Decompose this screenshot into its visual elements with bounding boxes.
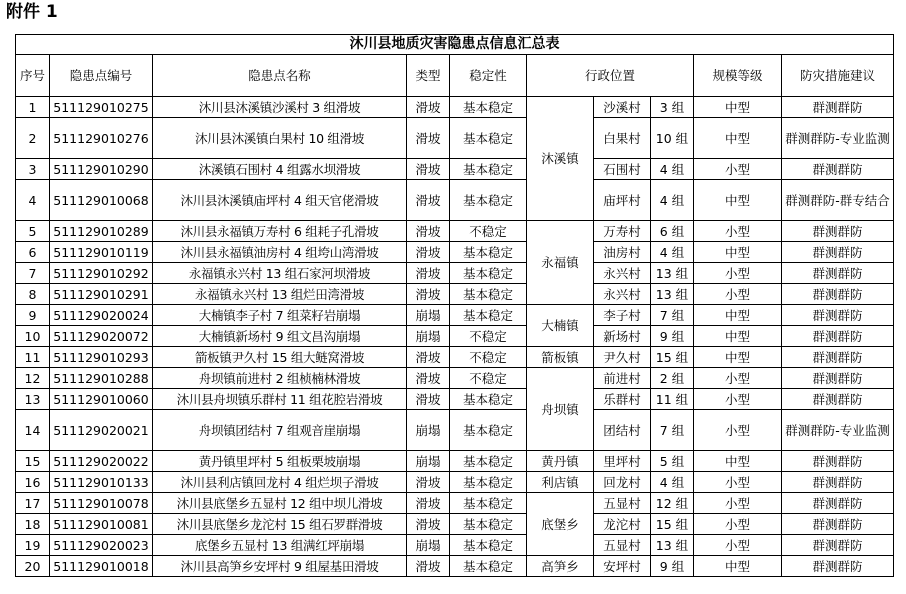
table-row	[16, 514, 894, 535]
cell-code: 511129010018	[50, 556, 153, 577]
cell-town: 永福镇	[527, 221, 594, 305]
cell-group: 4 组	[651, 159, 694, 180]
table-row	[16, 159, 894, 180]
cell-seq: 12	[16, 368, 50, 389]
cell-measure: 群测群防	[782, 284, 894, 305]
cell-name: 沐溪镇石围村 4 组露水坝滑坡	[153, 159, 407, 180]
cell-town: 大楠镇	[527, 305, 594, 347]
cell-village: 五显村	[594, 493, 651, 514]
attachment-label: 附件 1	[6, 2, 58, 22]
hazard-summary-table	[15, 34, 894, 577]
cell-seq: 10	[16, 326, 50, 347]
cell-measure: 群测群防	[782, 326, 894, 347]
cell-group: 7 组	[651, 305, 694, 326]
cell-village: 前进村	[594, 368, 651, 389]
cell-village: 万寿村	[594, 221, 651, 242]
cell-name: 沐川县舟坝镇乐群村 11 组花腔岩滑坡	[153, 389, 407, 410]
cell-stability: 基本稳定	[450, 389, 527, 410]
cell-group: 4 组	[651, 242, 694, 263]
cell-stability: 基本稳定	[450, 556, 527, 577]
cell-stability: 基本稳定	[450, 451, 527, 472]
header-code: 隐患点编号	[50, 55, 153, 97]
cell-measure: 群测群防	[782, 493, 894, 514]
cell-measure: 群测群防	[782, 347, 894, 368]
cell-measure: 群测群防-专业监测	[782, 118, 894, 159]
cell-group: 7 组	[651, 410, 694, 451]
cell-measure: 群测群防	[782, 221, 894, 242]
table-title: 沐川县地质灾害隐患点信息汇总表	[16, 35, 894, 55]
cell-stability: 不稳定	[450, 347, 527, 368]
cell-seq: 6	[16, 242, 50, 263]
cell-name: 沐川县永福镇油房村 4 组垮山湾滑坡	[153, 242, 407, 263]
cell-village: 永兴村	[594, 284, 651, 305]
cell-group: 13 组	[651, 263, 694, 284]
cell-name: 沐川县底堡乡五显村 12 组中坝儿滑坡	[153, 493, 407, 514]
cell-group: 2 组	[651, 368, 694, 389]
cell-group: 12 组	[651, 493, 694, 514]
cell-seq: 16	[16, 472, 50, 493]
cell-name: 沐川县利店镇回龙村 4 组烂坝子滑坡	[153, 472, 407, 493]
cell-scale: 中型	[694, 305, 782, 326]
table-title-row	[16, 35, 894, 55]
table-row	[16, 305, 894, 326]
cell-scale: 小型	[694, 159, 782, 180]
cell-stability: 不稳定	[450, 221, 527, 242]
cell-measure: 群测群防-群专结合	[782, 180, 894, 221]
cell-group: 6 组	[651, 221, 694, 242]
cell-code: 511129010293	[50, 347, 153, 368]
cell-group: 11 组	[651, 389, 694, 410]
cell-type: 崩塌	[407, 410, 450, 451]
cell-seq: 5	[16, 221, 50, 242]
cell-code: 511129010275	[50, 97, 153, 118]
cell-group: 4 组	[651, 180, 694, 221]
header-seq: 序号	[16, 55, 50, 97]
cell-seq: 15	[16, 451, 50, 472]
cell-group: 9 组	[651, 326, 694, 347]
cell-code: 511129020024	[50, 305, 153, 326]
cell-group: 10 组	[651, 118, 694, 159]
cell-name: 永福镇永兴村 13 组烂田湾滑坡	[153, 284, 407, 305]
cell-stability: 基本稳定	[450, 97, 527, 118]
cell-scale: 小型	[694, 284, 782, 305]
header-stability: 稳定性	[450, 55, 527, 97]
cell-type: 滑坡	[407, 556, 450, 577]
cell-code: 511129010133	[50, 472, 153, 493]
cell-village: 永兴村	[594, 263, 651, 284]
cell-measure: 群测群防	[782, 535, 894, 556]
cell-type: 滑坡	[407, 472, 450, 493]
cell-measure: 群测群防	[782, 242, 894, 263]
cell-type: 滑坡	[407, 368, 450, 389]
cell-group: 13 组	[651, 284, 694, 305]
cell-stability: 基本稳定	[450, 180, 527, 221]
cell-type: 滑坡	[407, 242, 450, 263]
table-row	[16, 389, 894, 410]
cell-scale: 小型	[694, 410, 782, 451]
cell-stability: 基本稳定	[450, 263, 527, 284]
cell-seq: 8	[16, 284, 50, 305]
cell-code: 511129010291	[50, 284, 153, 305]
cell-measure: 群测群防	[782, 389, 894, 410]
cell-group: 15 组	[651, 514, 694, 535]
cell-group: 15 组	[651, 347, 694, 368]
cell-name: 底堡乡五显村 13 组满红坪崩塌	[153, 535, 407, 556]
table-row	[16, 326, 894, 347]
cell-stability: 基本稳定	[450, 410, 527, 451]
cell-code: 511129010078	[50, 493, 153, 514]
cell-scale: 小型	[694, 389, 782, 410]
cell-type: 滑坡	[407, 514, 450, 535]
cell-village: 回龙村	[594, 472, 651, 493]
cell-code: 511129010276	[50, 118, 153, 159]
cell-group: 4 组	[651, 472, 694, 493]
cell-town: 黄丹镇	[527, 451, 594, 472]
cell-type: 崩塌	[407, 326, 450, 347]
cell-code: 511129020023	[50, 535, 153, 556]
table-row	[16, 472, 894, 493]
cell-type: 滑坡	[407, 389, 450, 410]
cell-town: 高笋乡	[527, 556, 594, 577]
cell-type: 滑坡	[407, 347, 450, 368]
cell-village: 油房村	[594, 242, 651, 263]
cell-measure: 群测群防	[782, 305, 894, 326]
cell-group: 13 组	[651, 535, 694, 556]
cell-scale: 中型	[694, 242, 782, 263]
cell-scale: 小型	[694, 514, 782, 535]
table-row	[16, 556, 894, 577]
cell-scale: 中型	[694, 326, 782, 347]
cell-type: 崩塌	[407, 535, 450, 556]
cell-group: 3 组	[651, 97, 694, 118]
cell-village: 五显村	[594, 535, 651, 556]
cell-name: 沐川县沐溪镇沙溪村 3 组滑坡	[153, 97, 407, 118]
table-row	[16, 118, 894, 159]
cell-code: 511129010290	[50, 159, 153, 180]
cell-seq: 4	[16, 180, 50, 221]
header-measure: 防灾措施建议	[782, 55, 894, 97]
cell-scale: 小型	[694, 472, 782, 493]
cell-code: 511129010081	[50, 514, 153, 535]
cell-type: 滑坡	[407, 284, 450, 305]
cell-seq: 20	[16, 556, 50, 577]
cell-village: 团结村	[594, 410, 651, 451]
cell-stability: 基本稳定	[450, 493, 527, 514]
cell-stability: 不稳定	[450, 326, 527, 347]
cell-code: 511129020021	[50, 410, 153, 451]
cell-stability: 基本稳定	[450, 242, 527, 263]
table-row	[16, 284, 894, 305]
cell-measure: 群测群防	[782, 159, 894, 180]
cell-town: 底堡乡	[527, 493, 594, 556]
cell-town: 沐溪镇	[527, 97, 594, 221]
cell-type: 滑坡	[407, 97, 450, 118]
cell-stability: 基本稳定	[450, 535, 527, 556]
cell-seq: 9	[16, 305, 50, 326]
cell-name: 沐川县永福镇万寿村 6 组耗子孔滑坡	[153, 221, 407, 242]
cell-name: 沐川县沐溪镇庙坪村 4 组天官佬滑坡	[153, 180, 407, 221]
cell-type: 滑坡	[407, 263, 450, 284]
cell-seq: 18	[16, 514, 50, 535]
table-row	[16, 263, 894, 284]
cell-name: 永福镇永兴村 13 组石家河坝滑坡	[153, 263, 407, 284]
cell-scale: 小型	[694, 368, 782, 389]
cell-village: 新场村	[594, 326, 651, 347]
cell-type: 滑坡	[407, 493, 450, 514]
cell-type: 崩塌	[407, 451, 450, 472]
cell-name: 舟坝镇团结村 7 组观音崖崩塌	[153, 410, 407, 451]
table-row	[16, 180, 894, 221]
table-row	[16, 221, 894, 242]
cell-code: 511129010292	[50, 263, 153, 284]
cell-stability: 基本稳定	[450, 118, 527, 159]
cell-seq: 19	[16, 535, 50, 556]
cell-seq: 14	[16, 410, 50, 451]
header-location: 行政位置	[527, 55, 694, 97]
cell-seq: 1	[16, 97, 50, 118]
cell-seq: 7	[16, 263, 50, 284]
cell-type: 滑坡	[407, 159, 450, 180]
cell-name: 箭板镇尹久村 15 组大鲢窝滑坡	[153, 347, 407, 368]
cell-seq: 3	[16, 159, 50, 180]
cell-code: 511129010289	[50, 221, 153, 242]
cell-village: 庙坪村	[594, 180, 651, 221]
cell-type: 崩塌	[407, 305, 450, 326]
cell-stability: 不稳定	[450, 368, 527, 389]
cell-village: 石围村	[594, 159, 651, 180]
cell-stability: 基本稳定	[450, 514, 527, 535]
cell-town: 利店镇	[527, 472, 594, 493]
cell-type: 滑坡	[407, 180, 450, 221]
cell-town: 箭板镇	[527, 347, 594, 368]
cell-stability: 基本稳定	[450, 305, 527, 326]
cell-scale: 小型	[694, 221, 782, 242]
cell-village: 尹久村	[594, 347, 651, 368]
cell-village: 乐群村	[594, 389, 651, 410]
table-row	[16, 493, 894, 514]
cell-scale: 中型	[694, 180, 782, 221]
cell-stability: 基本稳定	[450, 472, 527, 493]
table-row	[16, 410, 894, 451]
cell-name: 大楠镇李子村 7 组菜籽岩崩塌	[153, 305, 407, 326]
cell-town: 舟坝镇	[527, 368, 594, 451]
cell-measure: 群测群防	[782, 97, 894, 118]
cell-scale: 小型	[694, 535, 782, 556]
cell-group: 5 组	[651, 451, 694, 472]
cell-scale: 中型	[694, 347, 782, 368]
cell-code: 511129020072	[50, 326, 153, 347]
cell-seq: 11	[16, 347, 50, 368]
cell-village: 沙溪村	[594, 97, 651, 118]
cell-code: 511129010119	[50, 242, 153, 263]
table-row	[16, 347, 894, 368]
cell-scale: 小型	[694, 263, 782, 284]
cell-scale: 小型	[694, 493, 782, 514]
table-row	[16, 97, 894, 118]
cell-village: 里坪村	[594, 451, 651, 472]
cell-measure: 群测群防	[782, 514, 894, 535]
cell-type: 滑坡	[407, 221, 450, 242]
table-row	[16, 368, 894, 389]
cell-measure: 群测群防	[782, 451, 894, 472]
table-row	[16, 451, 894, 472]
cell-name: 舟坝镇前进村 2 组桢楠林滑坡	[153, 368, 407, 389]
cell-seq: 17	[16, 493, 50, 514]
cell-code: 511129020022	[50, 451, 153, 472]
header-name: 隐患点名称	[153, 55, 407, 97]
cell-scale: 中型	[694, 118, 782, 159]
cell-name: 沐川县沐溪镇白果村 10 组滑坡	[153, 118, 407, 159]
cell-type: 滑坡	[407, 118, 450, 159]
cell-name: 沐川县底堡乡龙沱村 15 组石罗群滑坡	[153, 514, 407, 535]
cell-code: 511129010288	[50, 368, 153, 389]
cell-seq: 2	[16, 118, 50, 159]
cell-code: 511129010068	[50, 180, 153, 221]
table-header-row	[16, 55, 894, 97]
cell-scale: 中型	[694, 97, 782, 118]
cell-scale: 中型	[694, 556, 782, 577]
cell-name: 大楠镇新场村 9 组文昌沟崩塌	[153, 326, 407, 347]
cell-measure: 群测群防-专业监测	[782, 410, 894, 451]
cell-measure: 群测群防	[782, 368, 894, 389]
cell-village: 白果村	[594, 118, 651, 159]
cell-stability: 基本稳定	[450, 159, 527, 180]
cell-village: 龙沱村	[594, 514, 651, 535]
cell-name: 黄丹镇里坪村 5 组板栗坡崩塌	[153, 451, 407, 472]
table-row	[16, 242, 894, 263]
cell-seq: 13	[16, 389, 50, 410]
header-type: 类型	[407, 55, 450, 97]
cell-village: 安坪村	[594, 556, 651, 577]
cell-code: 511129010060	[50, 389, 153, 410]
header-scale: 规模等级	[694, 55, 782, 97]
cell-stability: 基本稳定	[450, 284, 527, 305]
table-row	[16, 535, 894, 556]
cell-measure: 群测群防	[782, 263, 894, 284]
cell-group: 9 组	[651, 556, 694, 577]
cell-measure: 群测群防	[782, 556, 894, 577]
cell-measure: 群测群防	[782, 472, 894, 493]
cell-name: 沐川县高笋乡安坪村 9 组屋基田滑坡	[153, 556, 407, 577]
cell-scale: 中型	[694, 451, 782, 472]
cell-village: 李子村	[594, 305, 651, 326]
